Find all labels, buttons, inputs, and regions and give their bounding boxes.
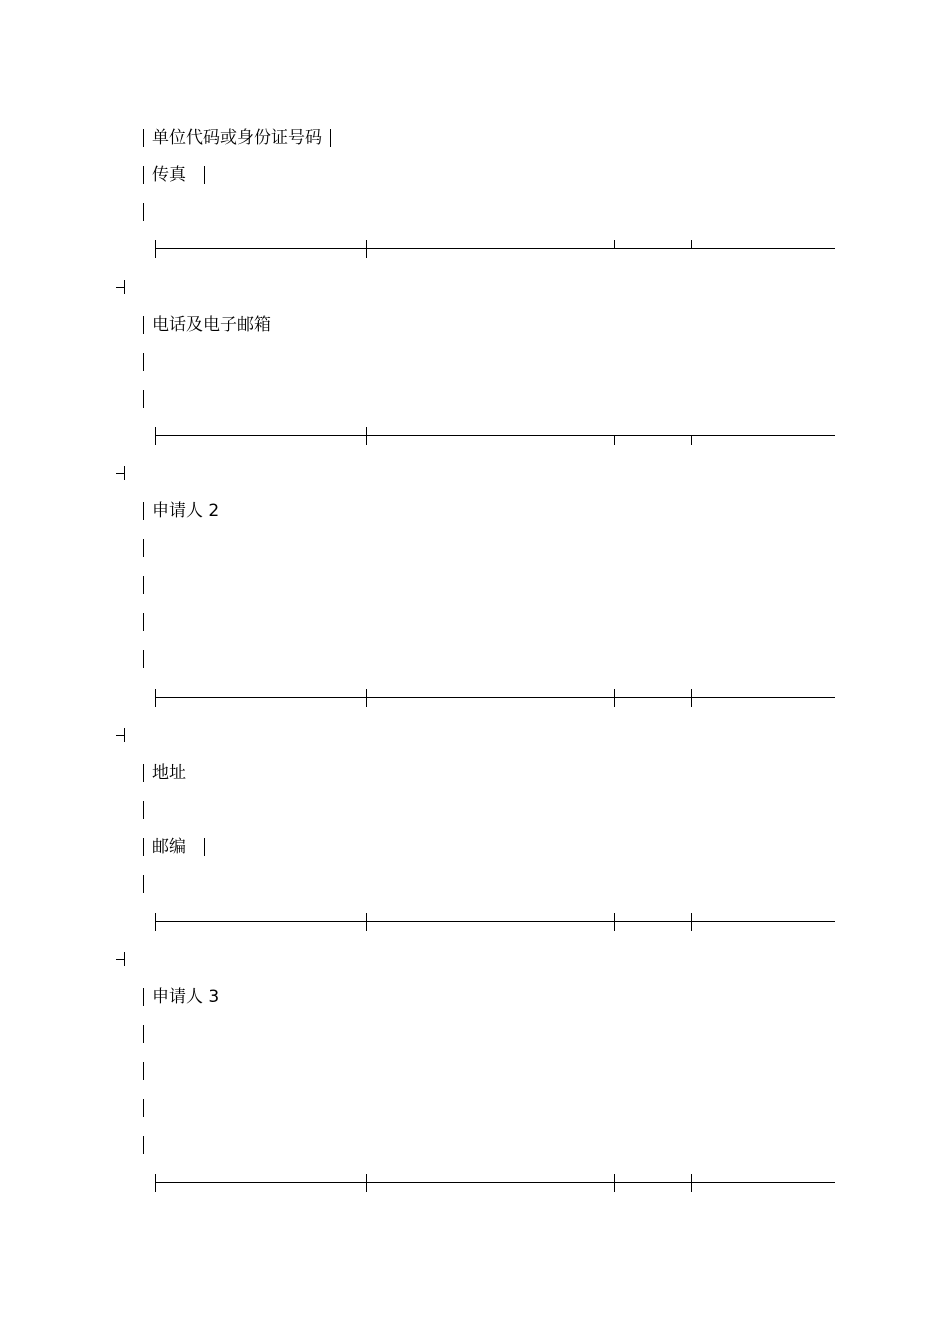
empty-row [143, 1060, 144, 1082]
empty-row [143, 201, 144, 223]
fax-label: 传真 [152, 165, 186, 185]
table-border [204, 166, 205, 184]
unit-code-label: 单位代码或身份证号码 [152, 128, 322, 148]
table-corner [116, 466, 126, 480]
table-border [143, 1025, 144, 1043]
table-border [330, 129, 331, 147]
empty-row [143, 388, 144, 410]
table-border [143, 764, 144, 782]
empty-row [143, 648, 144, 670]
phone-email-label: 电话及电子邮箱 [152, 315, 271, 335]
postcode-row [143, 836, 205, 858]
table-border [143, 576, 144, 594]
empty-row [143, 1023, 144, 1045]
unit-code-row [143, 127, 331, 149]
table-border [143, 353, 144, 371]
table-corner [116, 728, 126, 742]
table-border [143, 390, 144, 408]
table-corner [116, 280, 126, 294]
address-row [143, 762, 186, 784]
table-border [143, 502, 144, 520]
table-border [143, 801, 144, 819]
address-label: 地址 [152, 763, 186, 783]
applicant2-label: 申请人 2 [152, 501, 220, 521]
table-rule [155, 427, 835, 439]
empty-row [143, 1134, 144, 1156]
table-border [143, 166, 144, 184]
table-border [143, 1099, 144, 1117]
postcode-label: 邮编 [152, 837, 186, 857]
table-border [143, 316, 144, 334]
empty-row [143, 611, 144, 633]
applicant3-row [143, 986, 219, 1008]
table-corner [116, 952, 126, 966]
empty-row [143, 537, 144, 559]
table-border [143, 613, 144, 631]
table-rule [155, 689, 835, 701]
table-border [143, 203, 144, 221]
empty-row [143, 799, 144, 821]
table-border [143, 650, 144, 668]
empty-row [143, 873, 144, 895]
empty-row [143, 351, 144, 373]
table-border [143, 129, 144, 147]
table-rule [155, 913, 835, 925]
table-border [143, 1062, 144, 1080]
applicant2-row [143, 500, 219, 522]
phone-email-row [143, 314, 271, 336]
applicant3-label: 申请人 3 [152, 987, 220, 1007]
empty-row [143, 1097, 144, 1119]
fax-row [143, 164, 205, 186]
table-rule [155, 240, 835, 252]
table-border [143, 988, 144, 1006]
table-rule [155, 1174, 835, 1186]
table-border [204, 838, 205, 856]
table-border [143, 1136, 144, 1154]
table-border [143, 838, 144, 856]
empty-row [143, 574, 144, 596]
table-border [143, 539, 144, 557]
table-border [143, 875, 144, 893]
